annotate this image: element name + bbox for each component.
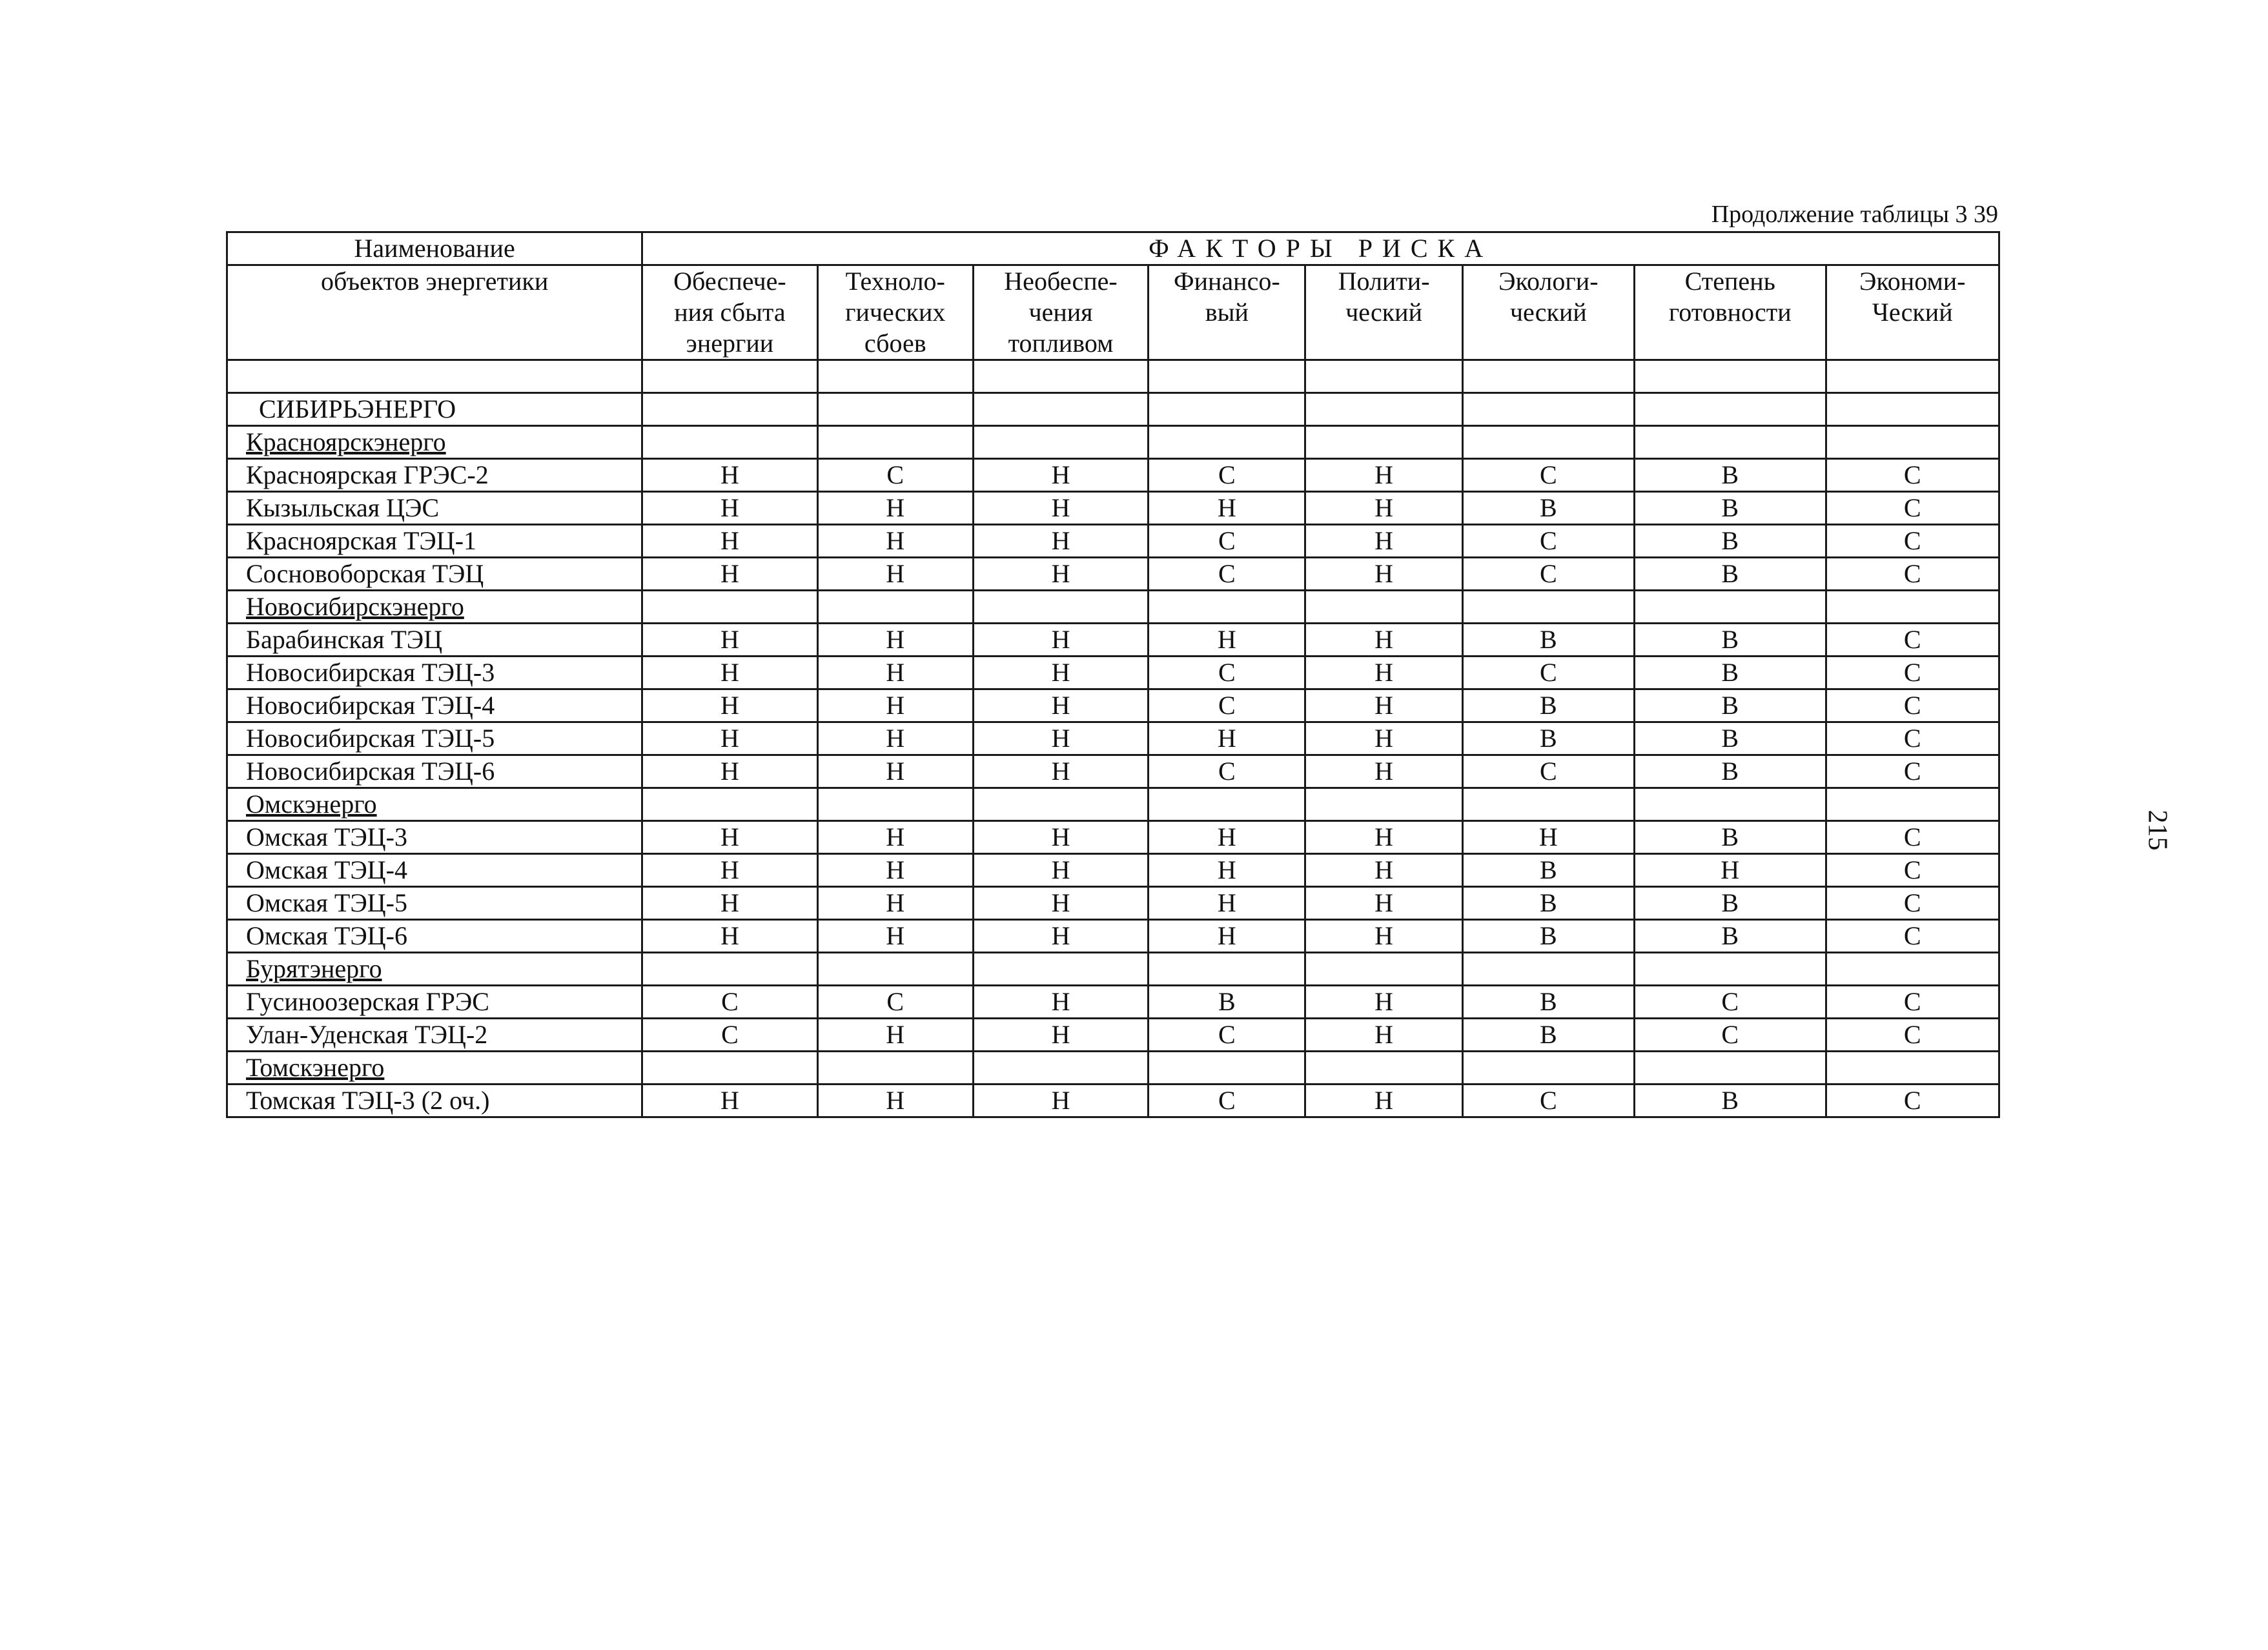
object-name: Новосибирская ТЭЦ-6 <box>246 757 495 786</box>
risk-value-cell: В <box>1635 689 1826 722</box>
table-row <box>227 525 1999 558</box>
risk-value-cell: С <box>1826 920 1999 953</box>
object-name-cell <box>227 986 642 1019</box>
object-name-cell <box>227 755 642 788</box>
risk-value-cell: Н <box>1149 887 1305 920</box>
risk-value-cell: С <box>1149 1085 1305 1117</box>
table-row <box>227 558 1999 591</box>
risk-value-cell: Н <box>973 755 1148 788</box>
risk-value-cell <box>817 953 973 986</box>
risk-value-cell <box>1635 591 1826 624</box>
object-name-cell <box>227 821 642 854</box>
risk-value-cell: Н <box>817 887 973 920</box>
risk-value-cell: Н <box>1305 558 1462 591</box>
object-name-cell <box>227 1019 642 1052</box>
risk-value-cell <box>1462 1052 1634 1085</box>
risk-value-cell <box>973 393 1148 426</box>
risk-value-cell: В <box>1635 492 1826 525</box>
risk-value-cell <box>642 393 817 426</box>
object-name: Новосибирскэнерго <box>246 592 464 621</box>
risk-value-cell: Н <box>973 657 1148 689</box>
risk-value-cell: Н <box>817 821 973 854</box>
risk-value-cell: С <box>1826 1019 1999 1052</box>
risk-value-cell: Н <box>1305 887 1462 920</box>
risk-value-cell: Н <box>1305 722 1462 755</box>
risk-value-cell <box>1149 1052 1305 1085</box>
risk-value-cell: С <box>1826 821 1999 854</box>
risk-value-cell <box>1462 788 1634 821</box>
risk-value-cell: С <box>642 986 817 1019</box>
risk-value-cell: С <box>1635 1019 1826 1052</box>
risk-value-cell: В <box>1462 492 1634 525</box>
table-row <box>227 986 1999 1019</box>
risk-value-cell: С <box>1826 854 1999 887</box>
risk-value-cell <box>1635 1052 1826 1085</box>
risk-value-cell <box>1462 953 1634 986</box>
table-row <box>227 492 1999 525</box>
risk-value-cell: В <box>1462 887 1634 920</box>
risk-value-cell: В <box>1635 624 1826 657</box>
risk-value-cell <box>1305 1052 1462 1085</box>
risk-value-cell: С <box>1149 657 1305 689</box>
object-name-cell <box>227 920 642 953</box>
risk-value-cell <box>1826 591 1999 624</box>
risk-value-cell: Н <box>1305 1085 1462 1117</box>
risk-value-cell: В <box>1462 854 1634 887</box>
object-name: Кызыльская ЦЭС <box>246 493 440 522</box>
risk-value-cell: С <box>1826 525 1999 558</box>
risk-value-cell: С <box>1635 986 1826 1019</box>
object-name: Бурятэнерго <box>246 954 382 983</box>
risk-value-cell: Н <box>1149 854 1305 887</box>
risk-value-cell <box>1826 1052 1999 1085</box>
subgroup-row <box>227 953 1999 986</box>
object-name-cell <box>227 657 642 689</box>
risk-value-cell <box>1149 953 1305 986</box>
risk-value-cell: С <box>1826 657 1999 689</box>
risk-value-cell: Н <box>642 854 817 887</box>
risk-value-cell <box>1826 393 1999 426</box>
risk-value-cell: Н <box>817 722 973 755</box>
risk-value-cell: Н <box>973 854 1148 887</box>
risk-value-cell <box>1826 788 1999 821</box>
object-name-cell <box>227 525 642 558</box>
group-row <box>227 393 1999 426</box>
risk-value-cell <box>817 426 973 459</box>
risk-value-cell: В <box>1462 1019 1634 1052</box>
object-name: Омская ТЭЦ-4 <box>246 855 407 884</box>
risk-value-cell: Н <box>642 558 817 591</box>
risk-value-cell: Н <box>1305 689 1462 722</box>
risk-value-cell: С <box>1826 755 1999 788</box>
risk-value-cell: С <box>1149 525 1305 558</box>
risk-value-cell <box>1149 788 1305 821</box>
risk-value-cell: С <box>1149 689 1305 722</box>
risk-value-cell <box>973 953 1148 986</box>
table-row <box>227 459 1999 492</box>
risk-value-cell: Н <box>973 821 1148 854</box>
object-name: Омская ТЭЦ-5 <box>246 888 407 917</box>
object-name-cell <box>227 426 642 459</box>
risk-value-cell: Н <box>642 887 817 920</box>
subgroup-row <box>227 591 1999 624</box>
object-name-cell <box>227 722 642 755</box>
risk-value-cell: Н <box>642 525 817 558</box>
object-name-cell <box>227 558 642 591</box>
table-caption: Продолжение таблицы 3 39 <box>1711 201 1998 228</box>
risk-value-cell <box>973 426 1148 459</box>
risk-value-cell: Н <box>1305 755 1462 788</box>
risk-value-cell: Н <box>1305 854 1462 887</box>
risk-value-cell <box>973 788 1148 821</box>
risk-value-cell <box>817 788 973 821</box>
risk-value-cell: С <box>1149 1019 1305 1052</box>
col-header-supply: Обеспече- ния сбыта энергии <box>642 265 817 360</box>
risk-value-cell: Н <box>1462 821 1634 854</box>
risk-value-cell: В <box>1149 986 1305 1019</box>
page-number: 215 <box>2142 810 2172 851</box>
risk-value-cell: С <box>1149 558 1305 591</box>
risk-value-cell: В <box>1462 722 1634 755</box>
risk-value-cell: Н <box>817 492 973 525</box>
risk-value-cell <box>642 591 817 624</box>
risk-value-cell: Н <box>1149 821 1305 854</box>
risk-value-cell: Н <box>1305 624 1462 657</box>
object-name-cell <box>227 492 642 525</box>
risk-value-cell: С <box>1826 722 1999 755</box>
risk-factors-table <box>226 231 2000 1118</box>
risk-value-cell <box>1305 953 1462 986</box>
risk-value-cell: Н <box>1305 459 1462 492</box>
object-name-cell <box>227 689 642 722</box>
risk-value-cell: Н <box>973 525 1148 558</box>
risk-value-cell: Н <box>642 689 817 722</box>
risk-value-cell: В <box>1462 920 1634 953</box>
object-name: Сосновоборская ТЭЦ <box>246 559 484 588</box>
risk-value-cell: С <box>817 459 973 492</box>
risk-value-cell: Н <box>817 525 973 558</box>
risk-value-cell: С <box>642 1019 817 1052</box>
risk-value-cell <box>642 953 817 986</box>
risk-value-cell <box>1826 426 1999 459</box>
risk-value-cell: Н <box>817 1019 973 1052</box>
object-name: Омская ТЭЦ-6 <box>246 921 407 950</box>
object-name-cell <box>227 953 642 986</box>
risk-value-cell: С <box>817 986 973 1019</box>
risk-value-cell <box>1149 393 1305 426</box>
object-name-cell <box>227 393 642 426</box>
risk-value-cell: С <box>1826 558 1999 591</box>
risk-value-cell: Н <box>817 558 973 591</box>
risk-value-cell: Н <box>1305 821 1462 854</box>
risk-value-cell: Н <box>642 459 817 492</box>
risk-value-cell: С <box>1462 755 1634 788</box>
risk-value-cell <box>642 426 817 459</box>
risk-value-cell: Н <box>1149 624 1305 657</box>
risk-value-cell: Н <box>1635 854 1826 887</box>
risk-value-cell: Н <box>642 492 817 525</box>
table-row <box>227 1085 1999 1117</box>
col-header-tech: Техноло- гических сбоев <box>817 265 973 360</box>
risk-value-cell: С <box>1462 459 1634 492</box>
table-row <box>227 920 1999 953</box>
risk-value-cell: В <box>1462 624 1634 657</box>
risk-value-cell: Н <box>642 920 817 953</box>
risk-value-cell: Н <box>1149 492 1305 525</box>
risk-value-cell <box>817 1052 973 1085</box>
risk-value-cell <box>1462 426 1634 459</box>
risk-value-cell: Н <box>1149 920 1305 953</box>
risk-value-cell: Н <box>642 821 817 854</box>
table-row <box>227 854 1999 887</box>
name-header-line2: объектов энергетики <box>227 265 642 360</box>
col-header-political: Полити- ческий <box>1305 265 1462 360</box>
object-name: Томская ТЭЦ-3 (2 оч.) <box>246 1086 490 1115</box>
risk-value-cell: С <box>1826 492 1999 525</box>
header-row-1 <box>227 232 1999 265</box>
table-row <box>227 624 1999 657</box>
risk-value-cell: С <box>1826 887 1999 920</box>
header-row-2 <box>227 265 1999 360</box>
risk-value-cell: В <box>1635 558 1826 591</box>
object-name: Омскэнерго <box>246 789 377 819</box>
risk-value-cell: Н <box>973 722 1148 755</box>
object-name-cell <box>227 459 642 492</box>
risk-value-cell: Н <box>973 558 1148 591</box>
table-row <box>227 887 1999 920</box>
object-name: Новосибирская ТЭЦ-5 <box>246 724 495 753</box>
table-row <box>227 722 1999 755</box>
risk-value-cell: Н <box>1305 492 1462 525</box>
object-name-cell <box>227 887 642 920</box>
risk-value-cell: Н <box>817 689 973 722</box>
risk-value-cell: В <box>1635 722 1826 755</box>
risk-value-cell: Н <box>817 920 973 953</box>
name-header-line1: Наименование <box>227 232 642 265</box>
risk-value-cell <box>1462 591 1634 624</box>
risk-value-cell: Н <box>817 1085 973 1117</box>
object-name-cell <box>227 788 642 821</box>
object-name: Новосибирская ТЭЦ-3 <box>246 658 495 687</box>
risk-value-cell: С <box>1826 624 1999 657</box>
risk-value-cell <box>642 1052 817 1085</box>
risk-value-cell <box>1826 953 1999 986</box>
risk-value-cell <box>1635 393 1826 426</box>
risk-value-cell: С <box>1462 657 1634 689</box>
object-name: Новосибирская ТЭЦ-4 <box>246 691 495 720</box>
risk-value-cell: Н <box>642 755 817 788</box>
subgroup-row <box>227 426 1999 459</box>
table-body <box>227 360 1999 1117</box>
risk-value-cell: Н <box>642 624 817 657</box>
factors-title: ФАКТОРЫ РИСКА <box>642 232 1999 265</box>
risk-value-cell: Н <box>1149 722 1305 755</box>
object-name-cell <box>227 624 642 657</box>
risk-value-cell: В <box>1462 689 1634 722</box>
risk-value-cell: Н <box>642 657 817 689</box>
col-header-ecological: Экологи- ческий <box>1462 265 1634 360</box>
risk-value-cell: Н <box>642 722 817 755</box>
risk-value-cell <box>1305 426 1462 459</box>
object-name: СИБИРЬЭНЕРГО <box>259 394 456 423</box>
risk-value-cell: Н <box>817 854 973 887</box>
risk-value-cell: В <box>1635 887 1826 920</box>
risk-value-cell: Н <box>817 624 973 657</box>
risk-value-cell: Н <box>973 624 1148 657</box>
object-name: Омская ТЭЦ-3 <box>246 822 407 851</box>
risk-value-cell: Н <box>642 1085 817 1117</box>
risk-value-cell <box>973 1052 1148 1085</box>
risk-value-cell: В <box>1635 821 1826 854</box>
risk-value-cell <box>1149 591 1305 624</box>
risk-value-cell: С <box>1826 1085 1999 1117</box>
object-name-cell <box>227 591 642 624</box>
risk-value-cell <box>1305 393 1462 426</box>
table-row <box>227 657 1999 689</box>
risk-value-cell: В <box>1462 986 1634 1019</box>
risk-value-cell: С <box>1826 459 1999 492</box>
risk-value-cell <box>1635 426 1826 459</box>
risk-value-cell <box>817 393 973 426</box>
object-name-cell <box>227 1085 642 1117</box>
risk-value-cell: Н <box>973 1019 1148 1052</box>
risk-value-cell: С <box>1826 986 1999 1019</box>
risk-value-cell: Н <box>973 1085 1148 1117</box>
risk-value-cell: Н <box>973 887 1148 920</box>
object-name-cell <box>227 1052 642 1085</box>
risk-value-cell: С <box>1462 558 1634 591</box>
risk-value-cell: Н <box>973 689 1148 722</box>
risk-value-cell <box>1635 953 1826 986</box>
risk-value-cell: В <box>1635 657 1826 689</box>
risk-value-cell <box>973 591 1148 624</box>
spacer-row <box>227 360 1999 393</box>
risk-value-cell <box>1635 788 1826 821</box>
risk-value-cell: Н <box>1305 920 1462 953</box>
risk-value-cell <box>817 591 973 624</box>
risk-value-cell <box>1462 393 1634 426</box>
risk-value-cell <box>1305 591 1462 624</box>
object-name: Улан-Уденская ТЭЦ-2 <box>246 1020 488 1049</box>
object-name: Красноярскэнерго <box>246 427 446 456</box>
object-name: Гусиноозерская ГРЭС <box>246 987 489 1016</box>
risk-value-cell: С <box>1462 525 1634 558</box>
table-row <box>227 755 1999 788</box>
risk-value-cell: Н <box>973 986 1148 1019</box>
table-row <box>227 689 1999 722</box>
object-name-cell <box>227 854 642 887</box>
risk-value-cell: В <box>1635 755 1826 788</box>
subgroup-row <box>227 1052 1999 1085</box>
risk-value-cell: С <box>1462 1085 1634 1117</box>
risk-value-cell: В <box>1635 1085 1826 1117</box>
risk-value-cell: Н <box>1305 1019 1462 1052</box>
object-name: Барабинская ТЭЦ <box>246 625 443 654</box>
risk-value-cell: Н <box>1305 525 1462 558</box>
col-header-financial: Финансо- вый <box>1149 265 1305 360</box>
object-name: Красноярская ГРЭС-2 <box>246 460 489 489</box>
risk-value-cell: Н <box>1305 657 1462 689</box>
risk-value-cell: Н <box>973 459 1148 492</box>
risk-value-cell: Н <box>1305 986 1462 1019</box>
risk-value-cell <box>1305 788 1462 821</box>
object-name: Томскэнерго <box>246 1053 385 1082</box>
risk-value-cell: Н <box>973 492 1148 525</box>
subgroup-row <box>227 788 1999 821</box>
col-header-readiness: Степень готовности <box>1635 265 1826 360</box>
object-name: Красноярская ТЭЦ-1 <box>246 526 477 555</box>
risk-value-cell: С <box>1826 689 1999 722</box>
risk-value-cell: Н <box>973 920 1148 953</box>
risk-value-cell: Н <box>817 755 973 788</box>
risk-value-cell: В <box>1635 459 1826 492</box>
col-header-fuel: Необеспе- чения топливом <box>973 265 1148 360</box>
risk-value-cell <box>642 788 817 821</box>
risk-value-cell: Н <box>817 657 973 689</box>
table-row <box>227 1019 1999 1052</box>
risk-value-cell: С <box>1149 459 1305 492</box>
col-header-economic: Экономи- Ческий <box>1826 265 1999 360</box>
risk-value-cell: В <box>1635 920 1826 953</box>
risk-value-cell: В <box>1635 525 1826 558</box>
table-row <box>227 821 1999 854</box>
risk-value-cell: С <box>1149 755 1305 788</box>
risk-value-cell <box>1149 426 1305 459</box>
